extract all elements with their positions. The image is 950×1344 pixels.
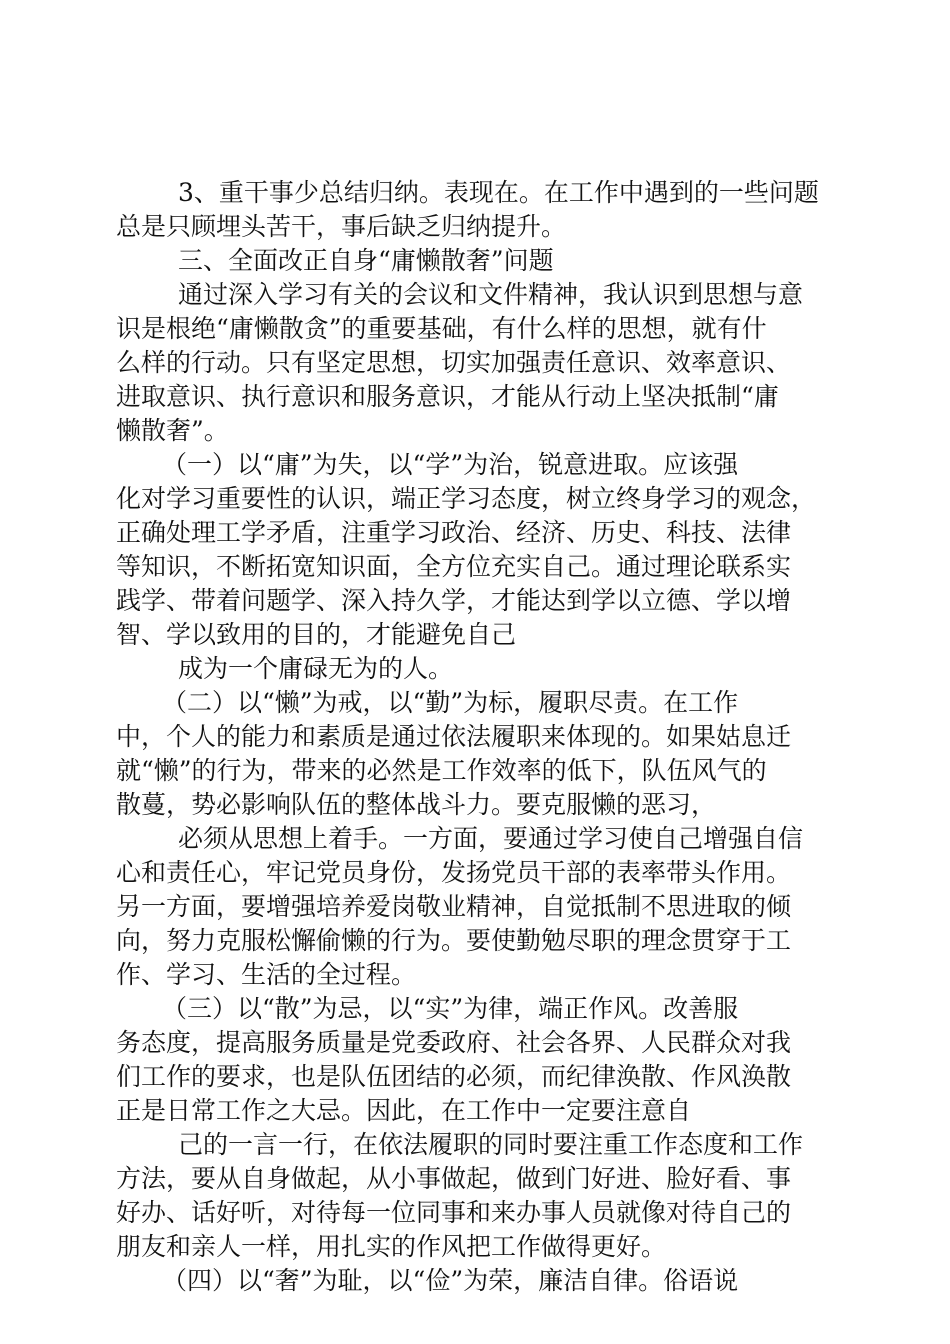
text-line: （二）以“懒”为戒，以“勤”为标，履职尽责。在工作 xyxy=(162,688,739,717)
text-line: 成为一个庸碌无为的人。 xyxy=(178,654,454,683)
text-line: （一）以“庸”为失，以“学”为治，锐意进取。应该强 xyxy=(162,450,739,479)
text-line: 智、学以致用的目的，才能避免自己 xyxy=(116,620,517,649)
text-line: 进取意识、执行意识和服务意识，才能从行动上坚决抵制“庸 xyxy=(116,382,779,411)
text-line: 么样的行动。只有坚定思想，切实加强责任意识、效率意识、 xyxy=(116,348,792,377)
text-line: 识是根绝“庸懒散贪”的重要基础，有什么样的思想，就有什 xyxy=(116,314,767,343)
text-line: 总是只顾埋头苦干，事后缺乏归纳提升。 xyxy=(116,212,567,241)
text-line: 中，个人的能力和素质是通过依法履职来体现的。如果姑息迁 xyxy=(116,722,792,751)
text-line: 向，努力克服松懈偷懒的行为。要使勤勉尽职的理念贯穿于工 xyxy=(116,926,792,955)
text-line: 另一方面，要增强培养爱岗敬业精神，自觉抵制不思进取的倾 xyxy=(116,892,792,921)
text-line: 心和责任心，牢记党员身份，发扬党员干部的表率带头作用。 xyxy=(116,858,792,887)
text-line: 己的一言一行，在依法履职的同时要注重工作态度和工作 xyxy=(178,1130,804,1159)
text-line: 们工作的要求，也是队伍团结的必须，而纪律涣散、作风涣散 xyxy=(116,1062,792,1091)
text-line: 就“懒”的行为，带来的必然是工作效率的低下，队伍风气的 xyxy=(116,756,767,785)
text-line: 方法，要从自身做起，从小事做起，做到门好进、脸好看、事 xyxy=(116,1164,792,1193)
text-line: （三）以“散”为忌，以“实”为律，端正作风。改善服 xyxy=(162,994,739,1023)
text-line: 践学、带着问题学、深入持久学，才能达到学以立德、学以增 xyxy=(116,586,792,615)
text-line: 务态度，提高服务质量是党委政府、社会各界、人民群众对我 xyxy=(116,1028,792,1057)
section-heading: 三、全面改正自身“庸懒散奢”问题 xyxy=(178,246,554,275)
text-line: 作、学习、生活的全过程。 xyxy=(116,960,417,989)
text-line: 朋友和亲人一样，用扎实的作风把工作做得更好。 xyxy=(116,1232,667,1261)
text-line: 正是日常工作之大忌。因此，在工作中一定要注意自 xyxy=(116,1096,692,1125)
text-line: （四）以“奢”为耻，以“俭”为荣，廉洁自律。俗语说 xyxy=(162,1266,739,1295)
text-line: 散蔓，势必影响队伍的整体战斗力。要克服懒的恶习， xyxy=(116,790,717,819)
text-line: 正确处理工学矛盾，注重学习政治、经济、历史、科技、法律 xyxy=(116,518,792,547)
text-line: 化对学习重要性的认识，端正学习态度，树立终身学习的观念， xyxy=(116,484,817,513)
text-line: 等知识，不断拓宽知识面，全方位充实自己。通过理论联系实 xyxy=(116,552,792,581)
text-line: 3、重干事少总结归纳。表现在。在工作中遇到的一些问题 xyxy=(178,178,819,207)
text-line: 好办、话好听，对待每一位同事和来办事人员就像对待自己的 xyxy=(116,1198,792,1227)
text-line: 通过深入学习有关的会议和文件精神，我认识到思想与意 xyxy=(178,280,804,309)
text-line: 懒散奢”。 xyxy=(116,416,229,445)
text-line: 必须从思想上着手。一方面，要通过学习使自己增强自信 xyxy=(178,824,804,853)
